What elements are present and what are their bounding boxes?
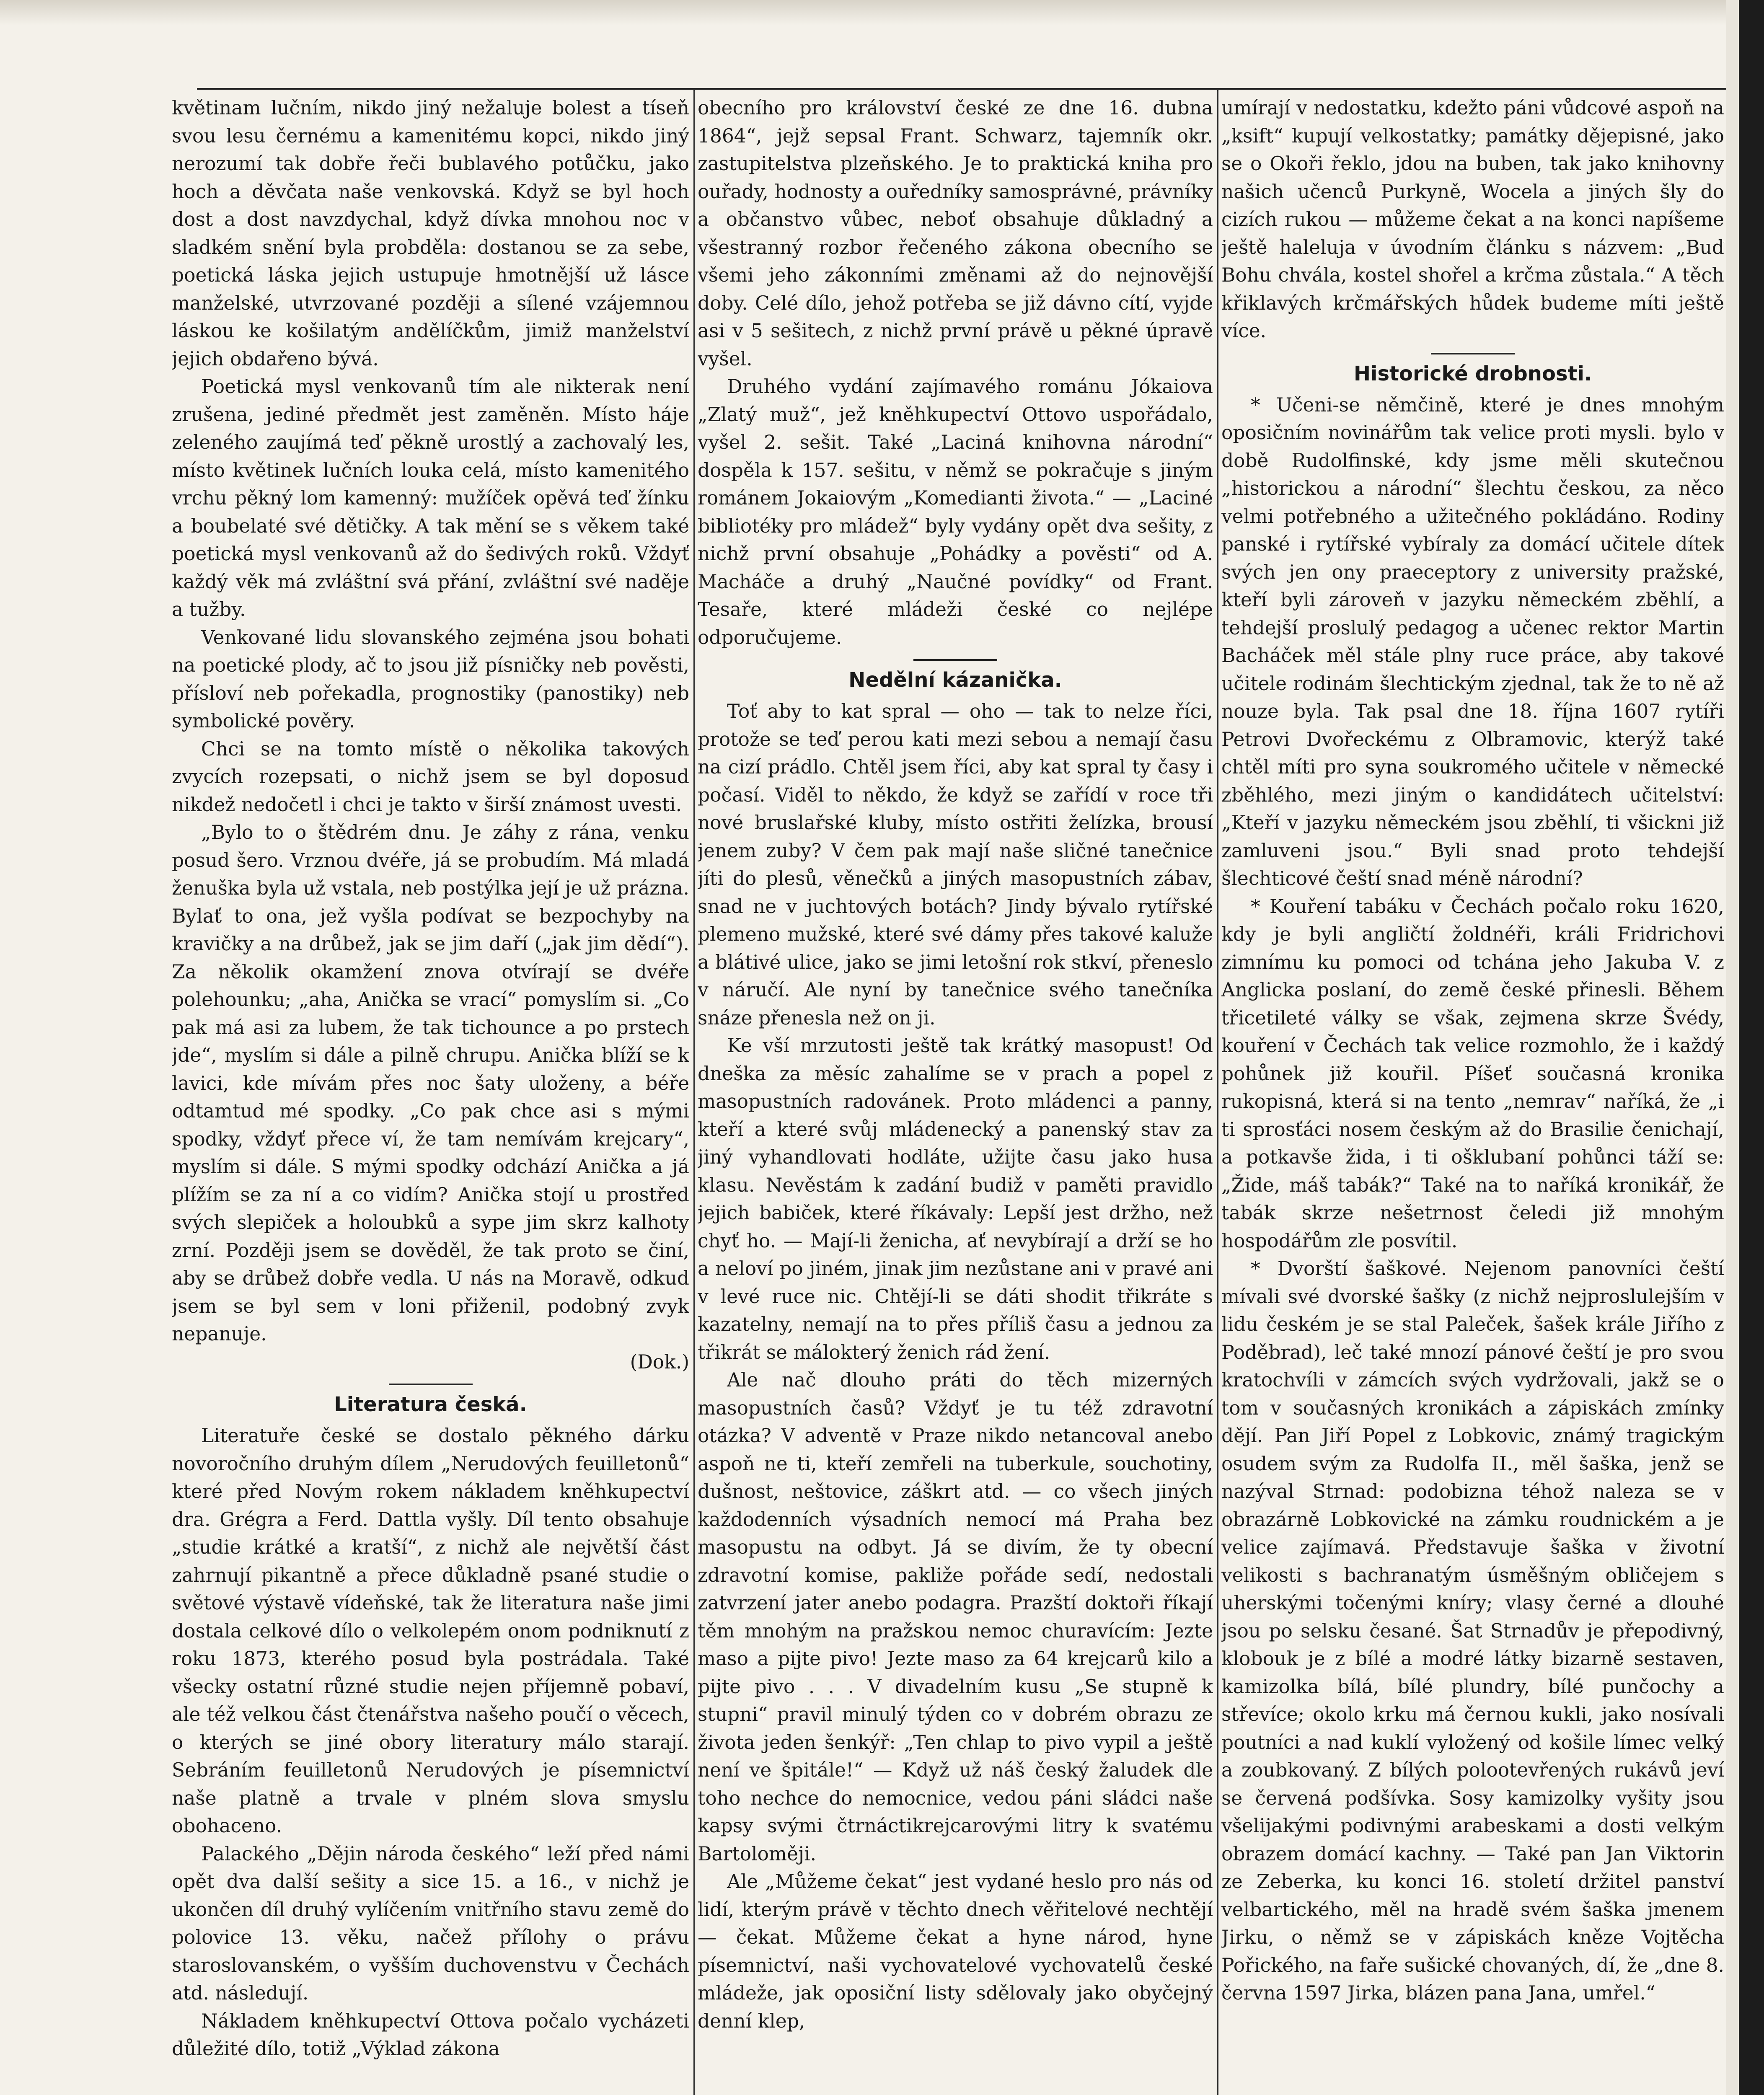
top-rule bbox=[197, 88, 1747, 90]
paragraph: Toť aby to kat spral — oho — tak to nelze říci, protože se teď perou kati mezi sebou a nemají času na cizí prádlo. Chtěl jsem říci, aby kat spral ty časy i počasí. Viděl to někdo, že když se zařídí v roce tři nové bruslařské kluby, místo ostřiti želízka, brousí jenem zuby? V čem pak mají naše sličné tanečnice jíti do plesů, věnečků a jiných masopustních zábav, snad ne v juchtových botách? Jindy bývalo rytířské plemeno mužské, které své dámy přes takové kaluže a blátivé ulice, jako se jimi letošní rok stkví, přeneslo v náručí. Ale nyní by tanečnice svého tanečníka snáze přenesla než on ji. bbox=[698, 700, 1213, 1029]
paragraph: Poetická mysl venkovanů tím ale nikterak není zrušena, jediné předmět jest zaměněn. Místo háje zeleného zaujímá teď pěkně urostlý a zachovalý les, místo květinek lučních louka celá, místo kamenitého vrchu pěkný lom kamenný: mužíček opěvá teď žínku a boubelaté své dětičky. A tak mění se s věkem také poetická mysl venkovanů až do šedivých roků. Vždyť každý věk má zvláštní svá přání, zvláštní své naděje a tužby. bbox=[172, 375, 689, 621]
paragraph: * Učeni-se němčině, které je dnes mnohým oposičním novinářům tak velice proti mysli. bylo v době Rudolfinské, kdy jsme měli skutečnou „historickou a národní“ šlechtu českou, za něco velmi potřebného a užitečného pokládáno. Rodiny panské i rytířské vybíraly za domácí učitele dítek svých jen ony praeceptory z university pražské, kteří byli zároveň v jazyku německém zběhlí, a tehdejší proslulý pedagog a učenec rektor Martin Bacháček měl stále plny ruce práce, aby takové učitele rodinám šlechtickým zjednal, tak že to ně až nouze byla. Tak psal dne 18. října 1607 rytíři Petrovi Dvořeckému z Olbramovic, kterýž také chtěl míti pro syna soukromého učitele v německé zběhlého, mezi jiným o kandidátech učitelství: „Kteří v jazyku německém jsou zběhlí, ti všickni již zamluveni jsou.“ Byli snad proto tehdejší šlechticové čeští snad méně národní? bbox=[1221, 393, 1724, 890]
paragraph: obecního pro království české ze dne 16. dubna 1864“, jejž sepsal Frant. Schwarz, tajemník okr. zastupitelstva plzeňského. Je to praktická kniha pro ouřady, hodnosty a ouředníky samosprávné, právníky a občanstvo vůbec, neboť obsahuje důkladný a všestranný rozbor řečeného zákona obecního se všemi jeho zákonními změnami až do nejnovější doby. Celé dílo, jehož potřeba se již dávno cítí, vyjde asi v 5 sešitech, z nichž první právě u pěkné úpravě vyšel. bbox=[698, 97, 1213, 370]
paragraph: * Dvorští šaškové. Nejenom panovníci čeští mívali své dvorské šašky (z nichž nejproslulejším v lidu českém je se stal Paleček, šašek krále Jiřího z Poděbrad), leč také mnozí pánové čeští je pro svou kratochvíli v zámcích svých vydržovali, jakž se o tom v současných kronikách a zápiskách zmínky dějí. Pan Jiří Popel z Lobkovic, známý tragickým osudem svým za Rudolfa II., měl šaška, jenž se nazýval Strnad: podobizna téhož naleza se v obrazárně Lobkovické na zámku roudnickém a je velice zajímavá. Představuje šaška v životní velikosti s bachranatým úsměšným obličejem s uherskými točenými kníry; vlasy černé a dlouhé jsou po selsku česané. Šat Strnadův je přepodivný, klobouk je z bílé a modré látky bizarně sestaven, kamizolka bílá, bílé plundry, bílé punčochy a střevíce; okolo krku má černou kukli, jako nosívali poutníci a nad kuklí vyložený od košile límec velký a zoubkovaný. Z bílých polootevřených rukávů jeví se červená podšívka. Sosy kamizolky vyšity jsou všelijakými podivnými arabeskami a dosti velkým obrazem domácí kachny. — Také pan Jan Viktorin ze Zeberka, ku konci 16. století držitel panství velbartického, měl na hradě svém šaška jmenem Jirku, o němž se v zápiskách kněze Vojtěcha Pořického, na faře sušické chovaných, dí, že „dne 8. června 1597 Jirka, blázen pana Jana, umřel.“ bbox=[1221, 1257, 1724, 2004]
paragraph: Venkované lidu slovanského zejména jsou bohati na poetické plody, ač to jsou již písničky neb pověsti, přísloví neb pořekadla, prognostiky (panostiky) neb symbolické pověry. bbox=[172, 626, 689, 732]
scan-edge bbox=[1739, 0, 1764, 2095]
paragraph: Chci se na tomto místě o několika takových zvycích rozepsati, o nichž jsem se byl doposud nikdež nedočetl i chci je takto v širší známost uvesti. bbox=[172, 737, 689, 816]
paragraph: Nákladem kněhkupectví Ottova počalo vycházeti důležité dílo, totiž „Výklad zákona bbox=[172, 2010, 689, 2060]
page-fold bbox=[1726, 0, 1739, 2095]
column-separator-2 bbox=[1217, 90, 1218, 2095]
page-top-edge bbox=[0, 0, 1764, 25]
signature: (Dok.) bbox=[630, 1350, 689, 1373]
paragraph: Druhého vydání zajímavého románu Jókaiova „Zlatý muž“, jež kněhkupectví Ottovo uspořádalo, vyšel 2. sešit. Také „Laciná knihovna národní“ dospěla k 157. sešitu, v němž se pokračuje s jiným románem Jokaiovým „Komedianti života.“ — „Laciné bibliotéky pro mládež“ byly vydány opět dva sešity, z nichž první obsahuje „Pohádky a pověsti“ od A. Macháče a druhý „Naučné povídky“ od Frant. Tesaře, které mládeži české co nejlépe odporučujeme. bbox=[698, 375, 1213, 649]
section-rule bbox=[389, 1384, 473, 1385]
paragraph: Ke vší mrzutosti ještě tak krátký masopust! Od dneška za měsíc zahalíme se v prach a popel z masopustních radovánek. Proto mládenci a panny, kteří a které svůj mládenecký a panenský stav za jiný vyhandlovati hodláte, užijte času jako husa klasu. Nevěstám k zadání budiž v paměti pravidlo jejich babiček, které říkávaly: Lepší jest držho, než chyť ho. — Mají-li ženicha, ať nevybírají a drží se ho a neloví po jiném, jinak jim nezůstane ani v pravé ani v levé ruce nic. Chtějí-li se dáti shodit třikráte s kazatelny, nemají na to přes příliš času a jednou za třikrát se málokterý ženich rád žení. bbox=[698, 1035, 1213, 1363]
column-3 bbox=[1221, 94, 1724, 2095]
paragraph: Palackého „Dějin národa českého“ leží před námi opět dva další sešity a sice 15. a 16., v nichž je ukončen díl druhý vylíčením vnitřního stavu země do polovice 13. věku, načež přílohy o právu staroslovanském, o vyšším duchovenstvu v Čechách atd. následují. bbox=[172, 1842, 689, 2004]
paragraph: umírají v nedostatku, kdežto páni vůdcové aspoň na „ksift“ kupují velkostatky; památky dějepisné, jako se o Okoři řeklo, jdou na buben, tak jako knihovny našich učenců Purkyně, Wocela a jiných šly do cizích rukou — můžeme čekat a na konci napíšeme ještě haleluja v úvodním článku s názvem: „Buď Bohu chvála, kostel shořel a krčma zůstala.“ A těch křiklavých krčmářských hůdek budeme míti ještě více. bbox=[1221, 97, 1724, 342]
section-rule bbox=[1431, 353, 1515, 354]
paragraph: květinam lučním, nikdo jiný nežaluje bolest a tíseň svou lesu černému a kamenitému kopci, nikdo jiný nerozumí tak dobře řeči bublavého potůčku, jako hoch a děvčata naše venkovská. Když se byl hoch dost a dost navzdychal, když dívka mnohou noc v sladkém snění byla probděla: dostanou se za sebe, poetická láska jejich ustupuje hmotnější už lásce manželské, utvrzované později a sílené vzájemnou láskou ke košilatým andělíčkům, jimiž manželství jejich obdařeno bývá. bbox=[172, 97, 689, 370]
section-heading-literatura: Literatura česká. bbox=[334, 1393, 527, 1416]
section-rule bbox=[913, 659, 997, 661]
section-heading-historicke: Historické drobnosti. bbox=[1353, 362, 1592, 385]
section-heading-kazanicka: Nedělní kázanička. bbox=[848, 668, 1062, 692]
paragraph: „Bylo to o štědrém dnu. Je záhy z rána, venku posud šero. Vrznou dvéře, já se probudím. Má mladá ženuška byla už vstala, neb postýlka její je už prázna. Bylať to ona, jež vyšla podívat se bezpochyby na kravičky a na drůbež, jak se jim daří („jak jim dědí“). Za několik okamžení znova otvírají se dvéře polehounku; „aha, Anička se vrací“ pomyslím si. „Co pak má asi za lubem, že tak tichounce a po prstech jde“, myslím si dále a pilně chrupu. Anička blíží se k lavici, kde mívám přes noc šaty uloženy, a béře odtamtud mé spodky. „Co pak chce asi s mými spodky, vždyť přece ví, že tam nemívám krejcary“, myslím si dále. S mými spodky odchází Anička a já plížím se za ní a co vidím? Anička stojí u prostřed svých slepiček a holoubků a sype jim skrz kalhoty zrní. Později jsem se dověděl, že tak proto se činí, aby se drůbež dobře vedla. U nás na Moravě, odkud jsem se byl sem v loni přiženil, podobný zvyk nepanuje. bbox=[172, 821, 689, 1345]
paragraph: Literatuře české se dostalo pěkného dárku novoročního druhým dílem „Nerudových feuilletonů“ které před Novým rokem nákladem kněhkupectví dra. Grégra a Ferd. Dattla vyšly. Díl tento obsahuje „studie krátké a kratší“, z nichž ale největší část zahrnují pikantně a přece důkladně psané studie o světové výstavě vídeňské, tak že literatura naše jimi dostala celkové dílo o velkolepém onom podniknutí z roku 1873, kterého posud byla postrádala. Také všecky ostatní různé studie nejen příjemně pobaví, ale též velkou část čtenářstva našeho poučí o věcech, o kterých se jiné obory literatury málo starají. Sebráním feuilletonů Nerudových je písemnictví naše platně a trvale v plném slova smyslu obohaceno. bbox=[172, 1425, 689, 1837]
column-2 bbox=[698, 94, 1213, 2095]
paragraph: Ale nač dlouho práti do těch mizerných masopustních časů? Vždyť je tu též zdravotní otázka? V adventě v Praze nikdo netancoval anebo aspoň ne ti, kteří zemřeli na tuberkule, souchotiny, dušnost, neštovice, záškrt atd. — co všech jiných každodenních výsadních nemocí má Praha bez masopustu na odbyt. Já se divím, že ty obecní zdravotní komise, pakliže pořáde sedí, nedostali zatvrzení jater anebo podagra. Prazští doktoři říkají těm mnohým na pražskou nemoc churavícím: Jezte maso a pijte pivo! Jezte maso za 64 krejcarů kilo a pijte pivo . . . V divadelním kusu „Se stupně k stupni“ pravil minulý týden co v dobrém obrazu ze života jeden šenkýř: „Ten chlap to pivo vypil a ještě není ve špitále!“ — Když už náš český žaludek dle toho nechce do nemocnice, vedou páni sládci naše kapsy svými čtrnáctikrejcarovými litry k svatému Bartoloměji. bbox=[698, 1369, 1213, 1865]
paragraph: Ale „Můžeme čekat“ jest vydané heslo pro nás od lidí, kterým právě v těchto dnech věřitelové nechtějí — čekat. Můžeme čekat a hyne národ, hyne písemnictví, naši vychovatelové vychovatelů české mládeže, jak oposiční listy sdělovaly jako obyčejný denní klep, bbox=[698, 1870, 1213, 2032]
column-1 bbox=[172, 94, 689, 2095]
paragraph: * Kouření tabáku v Čechách počalo roku 1620, kdy je byli angličtí žoldnéři, králi Fridrichovi zimnímu ku pomoci od tchána jeho Jakuba V. z Anglicka poslaní, do země české přinesli. Během třicetileté války se však, zejmena skrze Švédy, kouření v Čechách tak velice rozmohlo, že i každý pohůnek již kouřil. Píšeť současná kronika rukopisná, která si na tento „nemrav“ naříká, že „i ti sprosťáci nosem českým až do Brasilie čenichají, a potkavše žida, i ti ošklubaní pohůnci táží se: „Žide, máš tabák?“ Také na to naříká kronikář, že tabák skrze nešetrnost čeledi již mnohým hospodářům zle posvítil. bbox=[1221, 895, 1724, 1252]
column-separator-1 bbox=[693, 90, 695, 2095]
